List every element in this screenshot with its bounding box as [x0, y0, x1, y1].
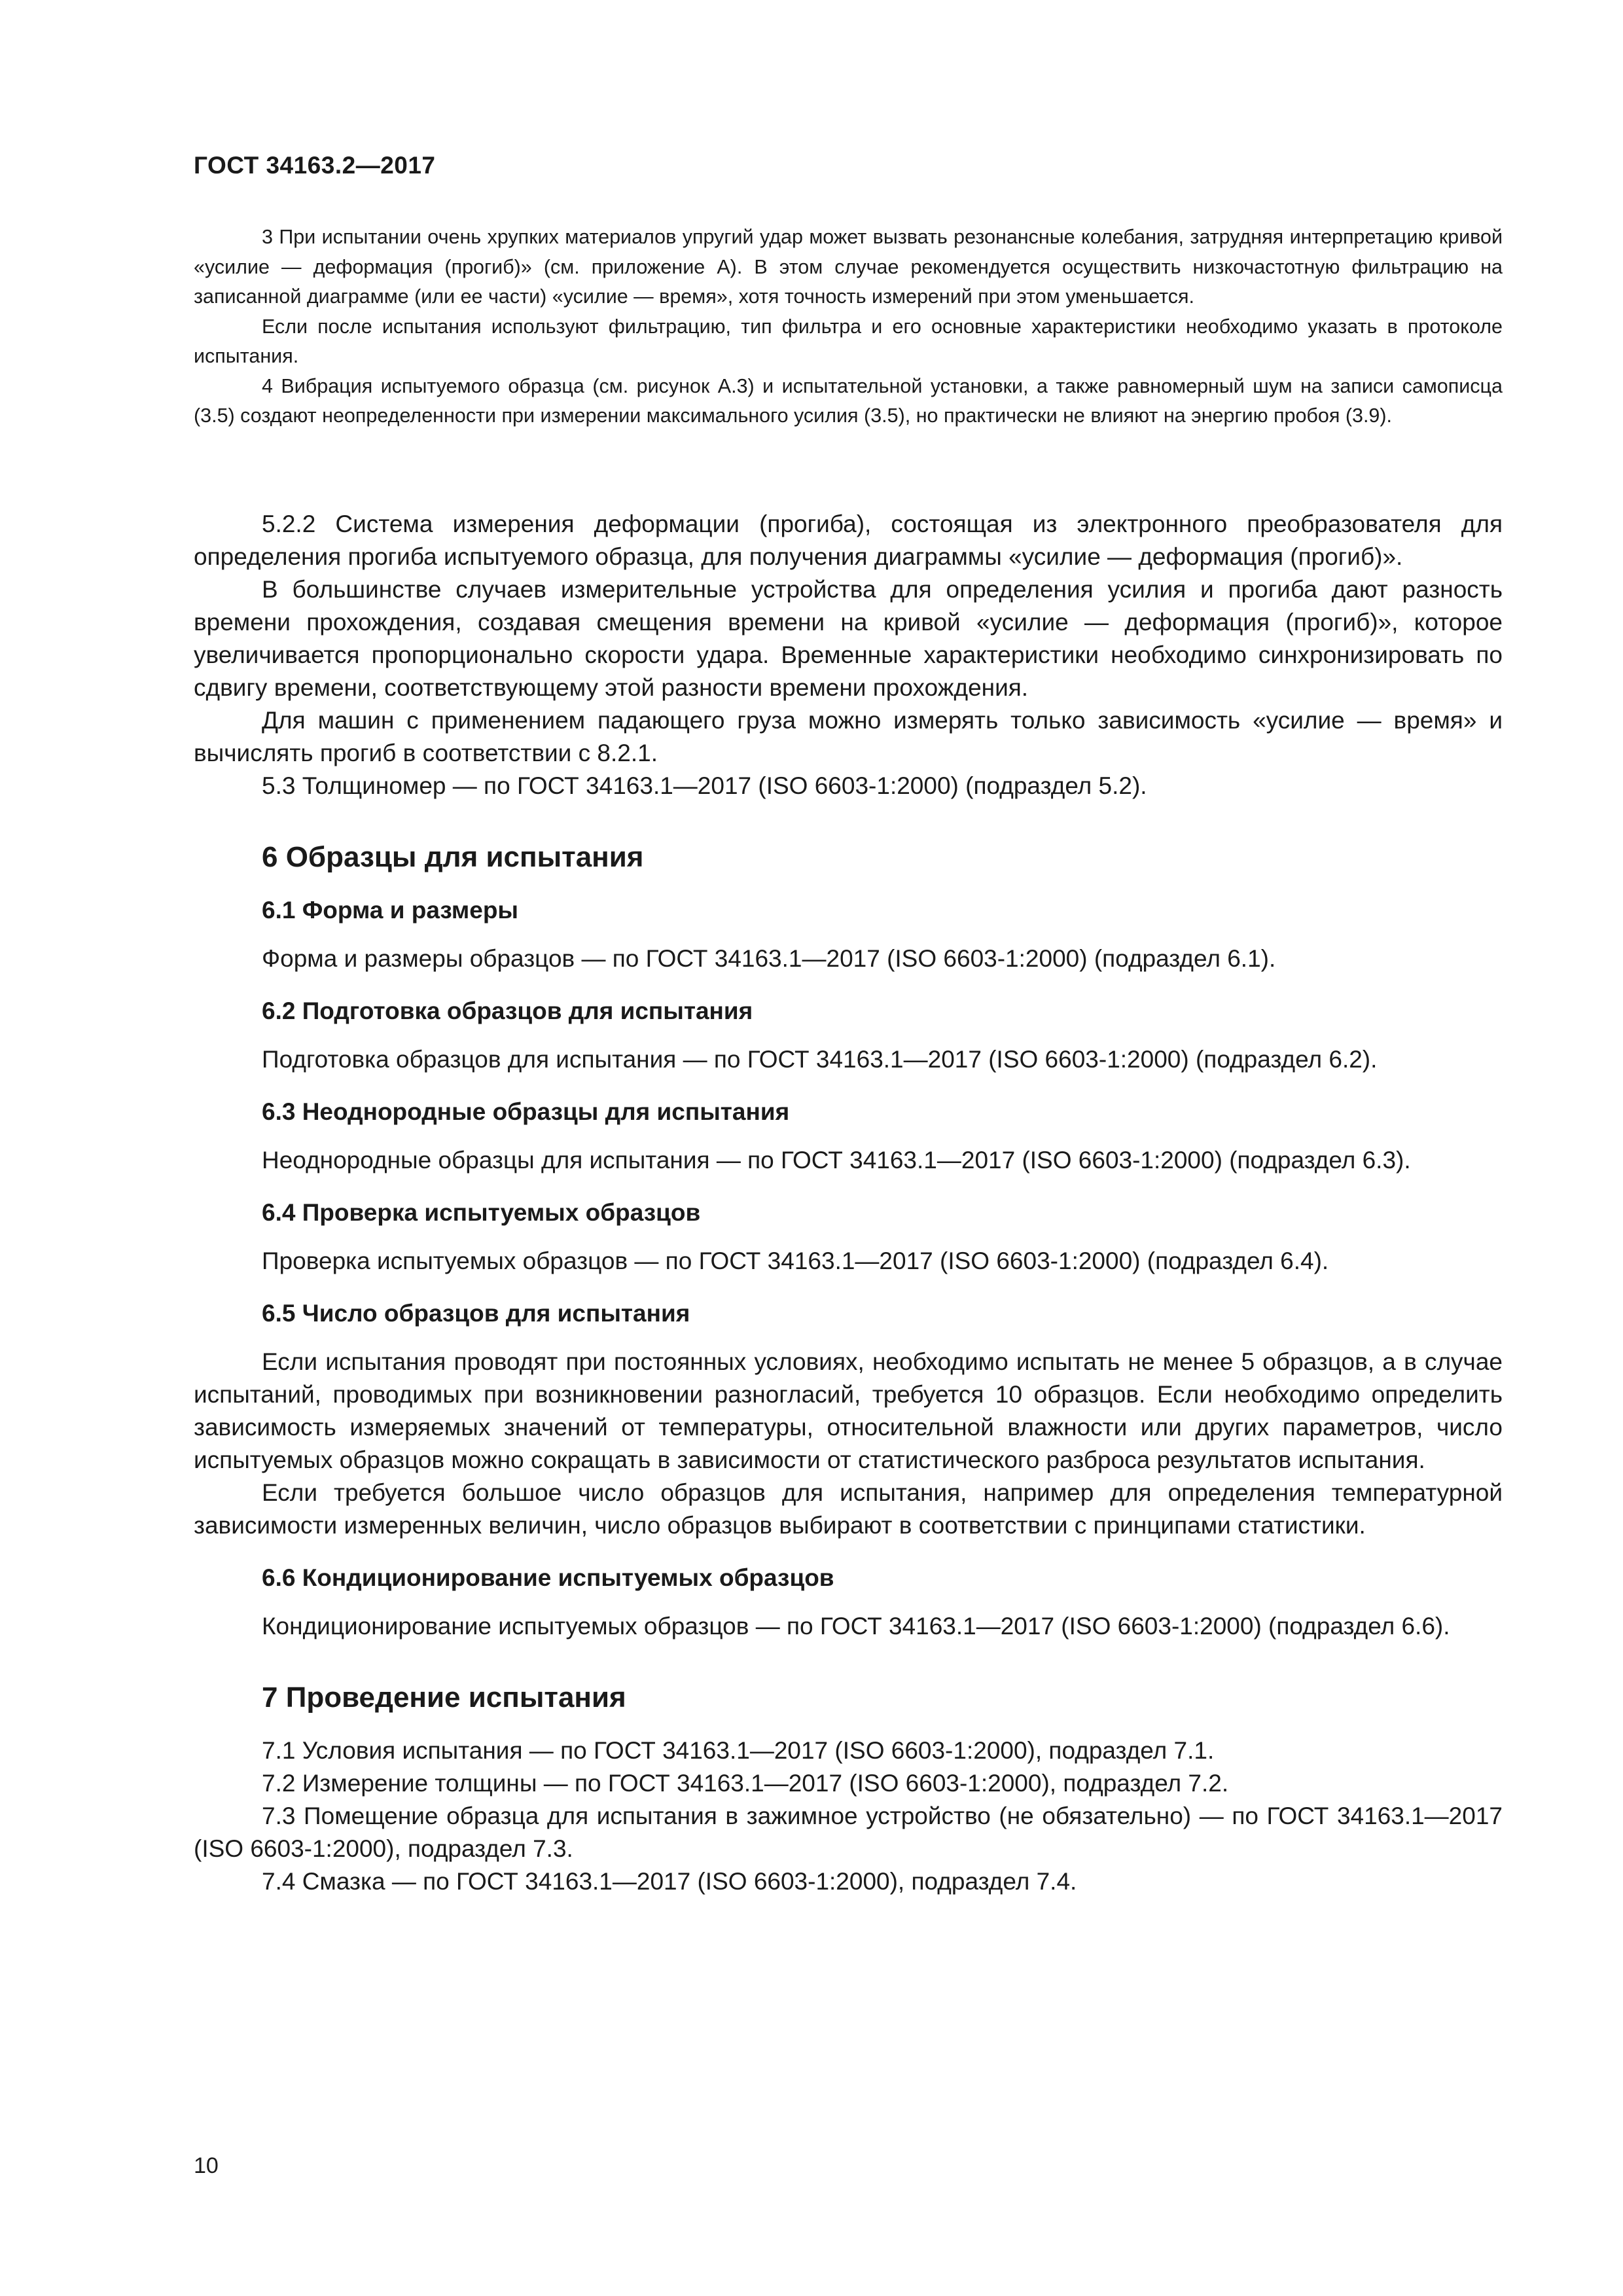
note-4: 4 Вибрация испытуемого образца (см. рисунок А.3) и испытательной установки, а также равномерный шум на записи самописца (3.5) создают неопределенности при измерении максимального усилия (3.5), но практически не влияют на энергию пробоя (3.9). [194, 374, 1503, 427]
paragraph-7-3: 7.3 Помещение образца для испытания в зажимное устройство (не обязательно) — по ГОСТ 34163.1—2017 (ISO 6603-1:2000), подраздел 7.3. [194, 1803, 1503, 1862]
document-header: ГОСТ 34163.2—2017 [194, 152, 436, 179]
subsection-6-6-text: Кондиционирование испытуемых образцов — по ГОСТ 34163.1—2017 (ISO 6603-1:2000) (подраздел 6.6). [262, 1613, 1450, 1640]
subsection-6-4-heading: 6.4 Проверка испытуемых образцов [262, 1199, 701, 1226]
section-6-heading: 6 Образцы для испытания [262, 841, 644, 873]
note-3-continuation: Если после испытания используют фильтрацию, тип фильтра и его основные характеристики необходимо указать в протоколе испытания. [194, 315, 1503, 367]
subsection-6-1-text: Форма и размеры образцов — по ГОСТ 34163.1—2017 (ISO 6603-1:2000) (подраздел 6.1). [262, 945, 1276, 972]
subsection-6-5-heading: 6.5 Число образцов для испытания [262, 1300, 690, 1327]
paragraph-7-4: 7.4 Смазка — по ГОСТ 34163.1—2017 (ISO 6603-1:2000), подраздел 7.4. [262, 1868, 1077, 1895]
subsection-6-3-heading: 6.3 Неоднородные образцы для испытания [262, 1098, 790, 1125]
subsection-6-2-heading: 6.2 Подготовка образцов для испытания [262, 997, 753, 1024]
subsection-6-3-text: Неоднородные образцы для испытания — по ГОСТ 34163.1—2017 (ISO 6603-1:2000) (подраздел 6.3). [262, 1147, 1411, 1174]
main-text [194, 508, 1503, 1898]
paragraph-7-1: 7.1 Условия испытания — по ГОСТ 34163.1—2017 (ISO 6603-1:2000), подраздел 7.1. [262, 1737, 1215, 1764]
paragraph-5-2-2-c: Для машин с применением падающего груза можно измерять только зависимость «усилие — время» и вычислять прогиб в соответствии с 8.2.1. [194, 707, 1503, 766]
page-number: 10 [194, 2153, 219, 2178]
section-7-heading: 7 Проведение испытания [262, 1681, 626, 1713]
subsection-6-4-text: Проверка испытуемых образцов — по ГОСТ 34163.1—2017 (ISO 6603-1:2000) (подраздел 6.4). [262, 1247, 1329, 1274]
paragraph-7-2: 7.2 Измерение толщины — по ГОСТ 34163.1—2017 (ISO 6603-1:2000), подраздел 7.2. [262, 1770, 1229, 1797]
document-page [194, 0, 1503, 2296]
paragraph-5-3: 5.3 Толщиномер — по ГОСТ 34163.1—2017 (ISO 6603-1:2000) (подраздел 5.2). [262, 772, 1147, 799]
subsection-6-1-heading: 6.1 Форма и размеры [262, 897, 519, 924]
paragraph-5-2-2: 5.2.2 Система измерения деформации (прогиба), состоящая из электронного преобразователя для определения прогиба испытуемого образца, для получения диаграммы «усилие — деформация (прогиб)». [194, 511, 1503, 570]
subsection-6-5-text-b: Если требуется большое число образцов для испытания, например для определения температурной зависимости измеренных величин, число образцов выбирают в соответствии с принципами статистики. [194, 1479, 1503, 1539]
subsection-6-5-text: Если испытания проводят при постоянных условиях, необходимо испытать не менее 5 образцов, а в случае испытаний, проводимых при возникновении разногласий, требуется 10 образцов. Если необходимо определить зависимость измеряемых значений от температуры, относительной влажности или других параметров, число испытуемых образцов можно сокращать в зависимости от статистического разброса результатов испытания. [194, 1348, 1503, 1473]
subsection-6-2-text: Подготовка образцов для испытания — по ГОСТ 34163.1—2017 (ISO 6603-1:2000) (подраздел 6.2). [262, 1046, 1378, 1073]
notes-block [194, 223, 1503, 431]
subsection-6-6-heading: 6.6 Кондиционирование испытуемых образцов [262, 1564, 834, 1591]
note-3: 3 При испытании очень хрупких материалов упругий удар может вызвать резонансные колебания, затрудняя интерпретацию кривой «усилие — деформация (прогиб)» (см. приложение А). В этом случае рекомендуется осуществить низкочастотную фильтрацию на записанной диаграмме (или ее части) «усилие — время», хотя точность измерений при этом уменьшается. [194, 226, 1503, 308]
paragraph-5-2-2-b: В большинстве случаев измерительные устройства для определения усилия и прогиба дают разность времени прохождения, создавая смещения времени на кривой «усилие — деформация (прогиб)», которое увеличивается пропорционально скорости удара. Временные характеристики необходимо синхронизировать по сдвигу времени, соответствующему этой разности времени прохождения. [194, 576, 1503, 701]
